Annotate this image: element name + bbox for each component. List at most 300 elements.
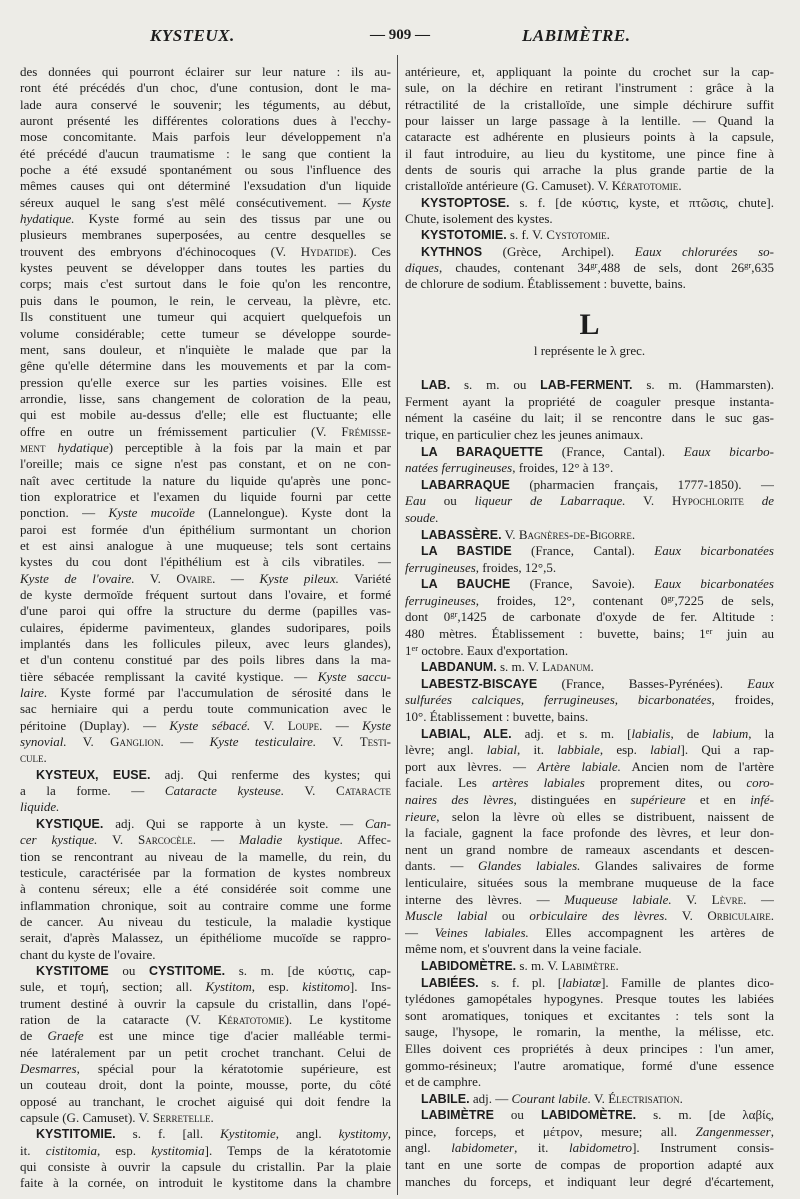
italic-run: cer kystique. bbox=[20, 832, 98, 848]
text-run: ]. Instrument consis- bbox=[632, 1140, 774, 1156]
text-run: s. m. ou bbox=[450, 377, 541, 393]
text-run: Ancien nom de l'artère bbox=[620, 758, 774, 774]
text-run: (pharmacien français, 1777-1850). — bbox=[509, 476, 774, 492]
superscript: gr bbox=[667, 592, 675, 603]
text-line bbox=[20, 1094, 391, 1110]
text-line bbox=[20, 930, 391, 946]
text-run: nent un grand nombre de rameaux ascendants et descen- bbox=[405, 841, 774, 857]
text-line bbox=[405, 759, 774, 776]
headword: LABILE. bbox=[421, 1091, 470, 1106]
text-run: opposé au tranchant, le crochet aiguisé qui doit fendre la bbox=[20, 1093, 391, 1109]
text-run: (Lannelongue). Kyste dont la bbox=[194, 505, 391, 521]
italic-run: soude. bbox=[405, 509, 439, 525]
dictionary-entry bbox=[405, 377, 774, 443]
text-run: s. f. [de κύστις, kyste, et πτῶσις, chute]. bbox=[509, 194, 774, 210]
small-caps-reference: cule bbox=[20, 750, 44, 766]
text-run: sule, et τομή, section; all. bbox=[20, 979, 206, 995]
text-run: , froides, bbox=[711, 692, 774, 708]
text-run: ration de la cataracte (V. bbox=[20, 1011, 219, 1027]
text-run: 1 bbox=[405, 642, 412, 658]
text-run: s. f. pl. [ bbox=[478, 974, 563, 990]
text-run: lade aura conservé le souvenir; les téguments, au début, bbox=[20, 96, 391, 112]
text-run: , angl. bbox=[275, 1126, 339, 1142]
text-run: it. bbox=[20, 1142, 46, 1158]
text-run: port aux lèvres. — bbox=[405, 758, 538, 774]
text-run: octobre. Eaux d'exportation. bbox=[418, 642, 569, 658]
text-line bbox=[405, 676, 774, 693]
text-run: V. bbox=[66, 734, 111, 750]
dictionary-entry bbox=[405, 1107, 774, 1190]
text-line bbox=[405, 1024, 774, 1041]
text-line bbox=[20, 767, 391, 783]
superscript: gr bbox=[450, 609, 458, 620]
italic-run: laire. bbox=[20, 685, 48, 701]
text-line bbox=[20, 456, 391, 472]
small-caps-reference: Kératotomie bbox=[218, 1011, 285, 1027]
text-run: interne des lèvres. — bbox=[405, 891, 565, 907]
text-run: , de bbox=[670, 725, 713, 741]
text-line bbox=[405, 941, 774, 958]
text-line bbox=[20, 146, 391, 162]
text-run: kystes peuvent se développer dans toutes les parties du bbox=[20, 260, 391, 276]
text-line bbox=[405, 460, 774, 477]
superscript: gr bbox=[744, 260, 752, 271]
text-run: , la bbox=[748, 725, 774, 741]
text-line bbox=[20, 538, 391, 554]
text-line bbox=[20, 424, 391, 440]
text-line bbox=[20, 799, 391, 815]
small-caps-reference: Bagnères-de-Bigorre bbox=[518, 526, 632, 542]
text-line bbox=[405, 410, 774, 427]
text-run: offre en outre un frémissement particulier (V. bbox=[20, 423, 342, 439]
text-line bbox=[405, 1157, 774, 1174]
text-run: faciale. Les bbox=[405, 775, 493, 791]
text-line bbox=[20, 1175, 391, 1191]
italic-run: Kyste sébacé. bbox=[169, 717, 251, 733]
text-line bbox=[20, 178, 391, 194]
text-run: . bbox=[590, 659, 594, 675]
italic-run: labiatæ bbox=[562, 974, 602, 990]
headword: LA BAUCHE bbox=[421, 577, 511, 592]
small-caps-reference: Ladanum bbox=[542, 659, 591, 675]
italic-run: Eaux bbox=[747, 675, 774, 691]
text-run: . — bbox=[319, 717, 363, 733]
italic-run: rieure bbox=[405, 808, 437, 824]
text-run: . bbox=[606, 227, 610, 243]
text-line bbox=[405, 908, 774, 925]
text-line bbox=[405, 80, 774, 96]
text-line bbox=[405, 626, 774, 643]
text-run: l'oreille; mais ce signe n'est pas constant, et on ne con- bbox=[20, 456, 391, 472]
text-run: puis dans le poumon, le rein, le cerveau, la plèvre, etc. bbox=[20, 292, 391, 308]
text-line bbox=[20, 603, 391, 619]
dictionary-entry bbox=[405, 244, 774, 293]
text-run: . bbox=[210, 1110, 214, 1125]
text-run: . bbox=[43, 750, 47, 766]
text-run: ou bbox=[425, 493, 475, 509]
text-run: (France, Savoie). bbox=[510, 576, 655, 592]
text-run: ,1425 de carbonate d'oxyde de fer. Altitude : bbox=[457, 609, 774, 625]
italic-run: hydatique. bbox=[20, 211, 75, 227]
page-number: — 909 — bbox=[370, 27, 430, 43]
text-run: , esp. bbox=[599, 742, 651, 758]
text-run: un couteau droit, dont la pointe, mousse, porte, du côté bbox=[20, 1077, 391, 1093]
text-run: , froides, 12°, contenant 0 bbox=[475, 592, 668, 608]
text-run: a la forme. — bbox=[20, 783, 165, 799]
text-run: poche a été exsudé spontanément ou sous l'influence des bbox=[20, 162, 391, 178]
text-line bbox=[20, 734, 391, 750]
text-run: angl. bbox=[405, 1140, 452, 1156]
italic-run: sulfurées calciques, ferrugineuses, bicarbonatées bbox=[405, 692, 712, 708]
dictionary-entry bbox=[20, 816, 391, 963]
headword: LABIDOMÈTRE. bbox=[421, 958, 517, 973]
italic-run: ferrugineuses bbox=[405, 559, 476, 575]
text-line bbox=[20, 554, 391, 570]
text-run: plusieurs membranes superposées, au centre desquelles se bbox=[20, 227, 391, 243]
small-caps-reference: Orbiculaire bbox=[707, 908, 771, 924]
text-line bbox=[20, 783, 391, 799]
italic-run: naires des lèvres bbox=[405, 792, 514, 807]
dictionary-entry bbox=[405, 543, 774, 576]
text-run: trouvent des embryons d'échinocoques (V. bbox=[20, 243, 301, 259]
text-run: trique, en particulier chez les jeunes animaux. bbox=[405, 426, 644, 442]
text-line bbox=[20, 489, 391, 505]
italic-run: Eaux bicarbo- bbox=[683, 443, 774, 459]
text-line bbox=[20, 832, 391, 848]
text-line bbox=[405, 892, 774, 909]
text-run: juin au bbox=[712, 626, 774, 642]
text-line bbox=[405, 543, 774, 560]
text-line bbox=[405, 477, 774, 494]
text-line bbox=[405, 394, 774, 411]
text-line bbox=[20, 260, 391, 276]
headword: LAB-FERMENT. bbox=[540, 378, 633, 393]
text-run: ) perceptible à la fois par la main et par bbox=[108, 439, 391, 455]
italic-run: cistitomia bbox=[45, 1142, 97, 1158]
headword: LABIÉES. bbox=[421, 975, 479, 990]
running-head-left: KYSTEUX. bbox=[150, 26, 235, 45]
headword: LABASSÈRE. bbox=[421, 527, 502, 542]
text-line bbox=[405, 97, 774, 113]
text-line bbox=[405, 493, 774, 510]
text-run: et d'un contenu constitué par des poils libres dans la ma- bbox=[20, 652, 391, 668]
italic-run: labbiale bbox=[557, 742, 600, 758]
text-run: ou bbox=[493, 1107, 541, 1123]
text-run: ment, sans douleur, et n'inquiète le malade que par la bbox=[20, 341, 391, 357]
text-run: séreux auquel le sang s'est mêlé consécutivement. — bbox=[20, 194, 363, 210]
text-line bbox=[20, 211, 391, 227]
text-run: sac herniaire qui a perdu toute communication avec le bbox=[20, 701, 391, 717]
text-line bbox=[405, 609, 774, 626]
text-run: V. bbox=[501, 526, 519, 542]
small-caps-reference: Ganglion bbox=[110, 734, 161, 750]
text-line bbox=[405, 991, 774, 1008]
dictionary-entry bbox=[405, 195, 774, 228]
text-line bbox=[20, 244, 391, 260]
text-line bbox=[20, 522, 391, 538]
text-run: Glandes salivaires de forme bbox=[580, 858, 774, 874]
dictionary-entry bbox=[405, 527, 774, 544]
text-line bbox=[405, 958, 774, 975]
text-run: , chaudes, contenant 34 bbox=[438, 260, 591, 276]
italic-run: labium bbox=[712, 725, 749, 741]
italic-run: de bbox=[761, 493, 774, 509]
dictionary-entry bbox=[20, 963, 391, 1126]
italic-run: labial bbox=[486, 742, 518, 758]
text-line bbox=[20, 898, 391, 914]
text-line bbox=[20, 1159, 391, 1175]
text-run: , selon la lèvre où elles se distribuent, naissent de bbox=[436, 808, 774, 824]
text-run: sule, on la déchire en retirant l'instrument : grâce à la bbox=[405, 80, 774, 96]
text-line bbox=[405, 1140, 774, 1157]
text-run: chant du kyste de l'ovaire. bbox=[20, 946, 156, 962]
text-line bbox=[405, 1091, 774, 1108]
text-run: adj. Qui renferme des kystes; qui bbox=[150, 766, 391, 782]
small-caps-reference: Ovaire bbox=[176, 570, 213, 586]
headword: LA BASTIDE bbox=[421, 544, 512, 559]
italic-run: kystitomia bbox=[151, 1142, 205, 1158]
headword: LA BARAQUETTE bbox=[421, 444, 543, 459]
italic-run: Kyste bbox=[362, 717, 391, 733]
text-run: et est ainsi analogue à une muqueuse; tels sont certains bbox=[20, 537, 391, 553]
text-run: ,635 bbox=[751, 260, 774, 276]
text-line bbox=[20, 342, 391, 358]
text-run: , esp. bbox=[96, 1142, 152, 1158]
text-run: s. m. [de λαβίς, bbox=[636, 1107, 774, 1123]
italic-run: Eau bbox=[405, 493, 426, 509]
headword: KYSTITOMIE. bbox=[36, 1127, 116, 1142]
text-run: pour laisser un large passage à la lentille. — Quand la bbox=[405, 113, 774, 129]
text-run: gommo-résineux; l'autre aromatique, formé d'une essence bbox=[405, 1057, 774, 1073]
text-run: . — bbox=[743, 891, 774, 907]
dictionary-entry bbox=[405, 975, 774, 1091]
dictionary-entry bbox=[405, 1091, 774, 1108]
headword: KYSTITOME bbox=[36, 963, 109, 978]
italic-run: labidometro bbox=[568, 1140, 633, 1156]
italic-run: Maladie kystique. bbox=[238, 832, 344, 848]
text-line bbox=[405, 211, 774, 227]
text-run: cristalloïde antérieure (G. Camuset). V. bbox=[405, 178, 612, 194]
text-line bbox=[405, 129, 774, 145]
italic-run: diques bbox=[405, 260, 439, 276]
running-head-right: LABIMÈTRE. bbox=[522, 26, 631, 45]
text-line bbox=[405, 178, 774, 194]
text-line bbox=[405, 726, 774, 743]
text-line bbox=[20, 652, 391, 668]
text-line bbox=[20, 571, 391, 587]
text-line bbox=[405, 260, 774, 276]
text-line bbox=[405, 527, 774, 544]
italic-run: Eaux chlorurées so- bbox=[634, 243, 774, 259]
text-run: paroi est formée d'un épithélium surmontant un chorion bbox=[20, 521, 391, 537]
text-run: V. bbox=[667, 908, 708, 924]
text-line bbox=[20, 669, 391, 685]
italic-run: Eaux bicarbonatées bbox=[654, 543, 774, 559]
italic-run: Zangenmesser bbox=[695, 1123, 771, 1139]
text-line bbox=[405, 692, 774, 709]
text-line bbox=[405, 809, 774, 826]
text-run: sauge, l'hysope, le romarin, la menthe, la mélisse, etc. bbox=[405, 1024, 774, 1040]
text-run: ]. Temps de la kératotomie bbox=[204, 1142, 391, 1158]
text-run: s. m. (Hammarsten). bbox=[632, 377, 774, 393]
text-run: V. bbox=[316, 734, 360, 750]
small-caps-reference: Labimètre bbox=[561, 957, 616, 973]
text-line bbox=[20, 358, 391, 374]
text-line bbox=[20, 1061, 391, 1077]
text-run: proprement dites, ou bbox=[584, 775, 747, 791]
text-run: de bbox=[20, 1028, 48, 1044]
text-line bbox=[20, 195, 391, 211]
text-run: (France, Basses-Pyrénées). bbox=[537, 675, 748, 691]
right-column-bottom bbox=[405, 377, 774, 1190]
text-line bbox=[405, 643, 774, 660]
text-run: V. bbox=[625, 493, 672, 509]
text-line bbox=[20, 914, 391, 930]
italic-run: synovial. bbox=[20, 734, 67, 750]
dictionary-entry bbox=[20, 1126, 391, 1191]
text-run: . — bbox=[160, 734, 210, 750]
text-run: de chlorure de sodium. Établissement : buvette, bains. bbox=[405, 276, 686, 292]
letter-note: l représente le λ grec. bbox=[533, 342, 646, 358]
text-run: Variété bbox=[338, 570, 391, 586]
small-caps-reference: Cystotomie bbox=[546, 227, 607, 243]
headword: LABDANUM. bbox=[421, 660, 497, 675]
dictionary-entry bbox=[405, 659, 774, 676]
text-line bbox=[20, 276, 391, 292]
text-line bbox=[20, 849, 391, 865]
text-line bbox=[405, 1074, 774, 1091]
text-line bbox=[20, 865, 391, 881]
italic-run: Courant labile. bbox=[511, 1090, 591, 1106]
text-line bbox=[20, 162, 391, 178]
text-line bbox=[405, 1174, 774, 1191]
text-run: . — bbox=[212, 570, 260, 586]
text-run: ou bbox=[487, 908, 530, 924]
text-line bbox=[405, 775, 774, 792]
text-run: 10°. Établissement : buvette, bains. bbox=[405, 709, 589, 725]
text-run: et en bbox=[685, 792, 751, 807]
text-run: Elles doivent ces propriétés à deux principes : l'un amer, bbox=[405, 1040, 774, 1056]
text-line bbox=[20, 309, 391, 325]
text-line bbox=[405, 593, 774, 610]
dictionary-entry bbox=[20, 767, 391, 816]
italic-run: Cataracte kysteuse. bbox=[164, 783, 285, 799]
text-run: adj. Qui se rapporte à un kyste. — bbox=[103, 815, 365, 831]
text-run: Ils constituent une tumeur qui acquiert quelquefois un bbox=[20, 309, 391, 325]
text-line bbox=[405, 709, 774, 726]
text-line bbox=[405, 792, 774, 809]
text-line bbox=[20, 750, 391, 766]
italic-run: Kyste mucoïde bbox=[108, 505, 195, 521]
text-line bbox=[405, 560, 774, 577]
text-line bbox=[405, 444, 774, 461]
text-run: (France, Cantal). bbox=[511, 543, 655, 559]
small-caps-reference: Testi- bbox=[359, 734, 391, 750]
small-caps-reference: Sarcocèle bbox=[138, 832, 193, 848]
italic-run: Kyste bbox=[362, 194, 391, 210]
text-run: testicule, caractérisée par la formation de kystes nombreux bbox=[20, 864, 391, 880]
text-line bbox=[20, 293, 391, 309]
text-run: nément la caséine du lait; il se rencontre dans le suc gas- bbox=[405, 410, 774, 426]
text-run: lèvre; angl. bbox=[405, 742, 487, 758]
text-line bbox=[20, 473, 391, 489]
text-line bbox=[405, 842, 774, 859]
text-line bbox=[20, 440, 391, 456]
text-line bbox=[20, 64, 391, 80]
italic-run: Glandes labiales. bbox=[478, 858, 581, 874]
italic-run: Veines labiales. bbox=[434, 924, 529, 940]
dictionary-entry bbox=[405, 477, 774, 527]
text-line bbox=[20, 1126, 391, 1142]
text-run: Chute, isolement des kystes. bbox=[405, 211, 553, 227]
small-caps-reference: Électrisation bbox=[608, 1090, 680, 1106]
text-run: est une mince tige d'acier malléable termi- bbox=[83, 1028, 391, 1044]
italic-run: supérieure bbox=[630, 792, 686, 807]
text-run: pince, forceps, et μέτρον, mesure; all. bbox=[405, 1123, 696, 1139]
text-run: qui consiste à ouvrir la capsule du cristallin. Par la plaie bbox=[20, 1159, 391, 1175]
small-caps-reference: Hydatide bbox=[300, 243, 350, 259]
text-run: V. bbox=[284, 783, 337, 799]
text-run: faite à la cornée, on introduit le kystitome dans la chambre bbox=[20, 1175, 391, 1191]
text-run: née latéralement par un petit crochet tranchant. Celui de bbox=[20, 1044, 391, 1060]
italic-run: Eaux bicarbonatées bbox=[654, 576, 774, 592]
text-run: tant en une sorte de compas de proportion adapté aux bbox=[405, 1157, 774, 1173]
italic-run: Desmarres bbox=[20, 1060, 77, 1076]
italic-run: Kyste de l'ovaire. bbox=[20, 570, 135, 586]
italic-run: ferrugineuses bbox=[405, 592, 476, 608]
text-run: (Grèce, Archipel). bbox=[482, 243, 635, 259]
text-line bbox=[20, 505, 391, 521]
small-caps-reference: Lèvre bbox=[711, 891, 744, 907]
text-run: à contenu séreux; elle a été considérée soit comme une bbox=[20, 881, 391, 897]
italic-run: hydatique bbox=[57, 439, 109, 455]
small-caps-reference: Loupe bbox=[287, 717, 320, 733]
text-run: ront été précédés d'un choc, d'une contusion, dont le ma- bbox=[20, 80, 391, 96]
text-run: ou bbox=[108, 962, 149, 978]
text-line bbox=[405, 510, 774, 527]
text-line bbox=[405, 113, 774, 129]
italic-run: Artère labiale. bbox=[537, 758, 621, 774]
text-run: V. bbox=[134, 570, 177, 586]
text-line bbox=[20, 1045, 391, 1061]
italic-run: coro- bbox=[746, 775, 774, 791]
headword: LABARRAQUE bbox=[421, 477, 510, 492]
text-run: dont 0 bbox=[405, 609, 451, 625]
text-line bbox=[405, 146, 774, 162]
headword: KYSTOTOMIE. bbox=[421, 228, 507, 243]
text-run: pression qu'elle exerce sur les parties voisines. Elle est bbox=[20, 374, 391, 390]
headword: LABESTZ-BISCAYE bbox=[421, 676, 538, 691]
italic-run: Muqueuse labiale. bbox=[564, 891, 672, 907]
italic-run: infé- bbox=[750, 792, 774, 807]
italic-run: liqueur de Labarraque. bbox=[474, 493, 626, 509]
text-line bbox=[20, 375, 391, 391]
text-run: de kyste dermoïde fréquent surtout dans l'ovaire, et formé bbox=[20, 587, 391, 602]
text-run: tière sébacée remplissant la cavité kystique. — bbox=[20, 668, 318, 684]
italic-run: Kystitom bbox=[205, 979, 252, 995]
text-line bbox=[405, 1008, 774, 1025]
italic-run: kistitomo bbox=[302, 979, 350, 995]
text-line bbox=[405, 276, 774, 292]
text-run: corps; mais c'est surtout dans le foie qu'on les rencontre, bbox=[20, 276, 391, 292]
text-line bbox=[20, 947, 391, 963]
small-caps-reference: ment bbox=[20, 439, 46, 455]
text-run: ]. Famille de plantes dico- bbox=[601, 974, 774, 990]
dictionary-entry bbox=[405, 676, 774, 726]
text-run: capsule (G. Camuset). V. bbox=[20, 1110, 153, 1125]
italic-run: natées ferrugineuses bbox=[405, 460, 513, 476]
text-run: et de camphre. bbox=[405, 1074, 482, 1090]
